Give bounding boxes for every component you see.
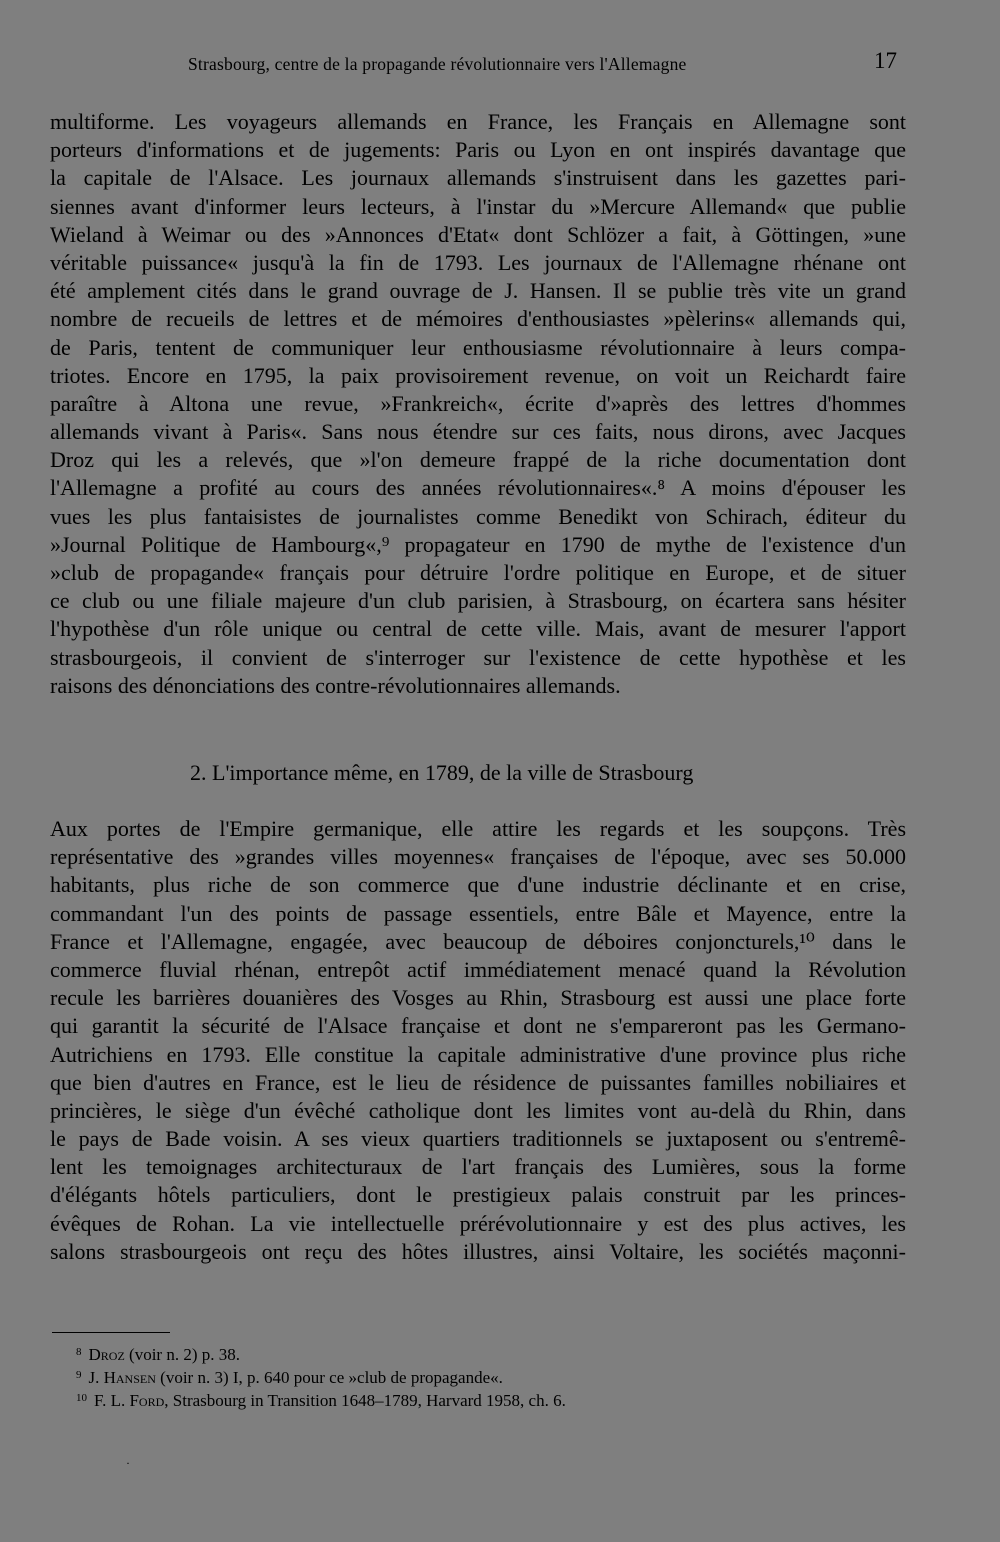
footnote-number: 9 [76,1369,82,1381]
text-line: de Paris, tentent de communiquer leur enthousiasme révolutionnaire à leurs compa- [50,334,906,360]
footnote-author: J. Hansen [88,1368,156,1387]
text-line: allemands vivant à Paris«. Sans nous étendre sur ces faits, nous dirons, avec Jacques [50,419,906,445]
paragraph-2 [50,815,906,1266]
footnote-author: F. L. Ford [94,1391,165,1410]
footnote-text: Strasbourg in Transition 1648–1789, Harvard 1958, ch. 6. [172,1391,566,1410]
text-line: Aux portes de l'Empire germanique, elle attire les regards et les soupçons. Très [50,816,906,841]
footnote-number: 10 [76,1392,87,1404]
text-line: lent les temoignages architecturaux de l'art français des Lumières, sous la forme [50,1154,906,1180]
text-line: princières, le siège d'un évêché catholique dont les limites vont au-delà du Rhin, dans [50,1097,906,1123]
footnote-text: (voir n. 2) p. 38. [129,1345,240,1364]
text-line: l'Allemagne a profité au cours des années révolutionnaires«.⁸ A moins d'épouser les [50,475,906,501]
text-line: vues les plus fantaisistes de journalistes comme Benedikt von Schirach, éditeur du [50,503,906,529]
text-line: ce club ou une filiale majeure d'un club parisien, à Strasbourg, on écartera sans hésiter [50,588,906,614]
footnote-8 [76,1341,796,1364]
text-line: strasbourgeois, il convient de s'interroger sur l'existence de cette hypothèse et les [50,644,906,670]
text-line: commandant l'un des points de passage essentiels, entre Bâle et Mayence, entre la [50,900,906,926]
paragraph-1 [50,108,906,700]
text-line: commerce fluvial rhénan, entrepôt actif immédiatement menacé quand la Révolution [50,956,906,982]
text-line: Droz qui les a relevés, que »l'on demeure frappé de la riche documentation dont [50,447,906,473]
stray-mark: · [126,1456,130,1470]
footnote-number: 8 [76,1346,82,1358]
text-line: nombre de recueils de lettres et de mémoires d'enthousiastes »pèlerins« allemands qui, [50,306,906,332]
text-line: représentative des »grandes villes moyennes« françaises de l'époque, avec ses 50.000 [50,844,906,870]
running-title: Strasbourg, centre de la propagande révolutionnaire vers l'Allemagne [188,54,687,74]
text-line: habitants, plus riche de son commerce que d'une industrie déclinante et en crise, [50,872,906,898]
text-line: France et l'Allemagne, engagée, avec beaucoup de déboires conjoncturels,¹⁰ dans le [50,928,906,954]
text-line: le pays de Bade voisin. A ses vieux quartiers traditionnels se juxtaposent ou s'entremê- [50,1126,906,1152]
text-line: paraître à Altona une revue, »Frankreich«, écrite d'»après des lettres d'hommes [50,390,906,416]
text-line: l'hypothèse d'un rôle unique ou central de cette ville. Mais, avant de mesurer l'apport [50,616,906,642]
text-line: salons strasbourgeois ont reçu des hôtes illustres, ainsi Voltaire, les sociétés maçonni- [50,1238,906,1264]
text-line: »club de propagande« français pour détruire l'ordre politique en Europe, et de situer [50,560,906,585]
text-line: »Journal Politique de Hambourg«,⁹ propagateur en 1790 de mythe de l'existence d'un [50,531,906,557]
footnotes [76,1341,796,1410]
text-line: Wieland à Weimar ou des »Annonces d'Etat« dont Schlözer a fait, à Göttingen, »une [50,221,906,247]
footnote-9 [76,1364,796,1387]
page-number: 17 [874,48,897,73]
text-line: la capitale de l'Alsace. Les journaux allemands s'instruisent dans les gazettes pari- [50,165,906,191]
text-line: multiforme. Les voyageurs allemands en France, les Français en Allemagne sont [50,109,906,134]
text-line: siennes avant d'informer leurs lecteurs, à l'instar du »Mercure Allemand« que publie [50,193,906,219]
footnote-text: (voir n. 3) I, p. 640 pour ce »club de propagande«. [160,1368,503,1387]
footnote-author: Droz [88,1345,125,1364]
text-line: recule les barrières douanières des Vosges au Rhin, Strasbourg est aussi une place forte [50,985,906,1011]
section-heading: 2. L'importance même, en 1789, de la ville de Strasbourg [190,760,694,785]
text-line: véritable puissance« jusqu'à la fin de 1793. Les journaux de l'Allemagne rhénane ont [50,249,906,275]
text-line: que bien d'autres en France, est le lieu de résidence de puissantes familles nobiliaires et [50,1069,906,1095]
text-line: raisons des dénonciations des contre-révolutionnaires allemands. [50,672,621,698]
footnote-10: $^{10}$ F. L. Ford, Strasbourg in Transition 1648–1789, Harvard 1958, ch. 6. [76,1391,566,1410]
text-line: été amplement cités dans le grand ouvrage de J. Hansen. Il se publie très vite un grand [50,278,906,304]
text-line: triotes. Encore en 1795, la paix provisoirement revenue, on voit un Reichardt faire [50,362,906,388]
text-line: qui garantit la sécurité de l'Alsace française et dont ne s'empareront pas les Germano- [50,1013,906,1039]
text-line: évêques de Rohan. La vie intellectuelle prérévolutionnaire y est des plus actives, les [50,1210,906,1236]
text-line: Autrichiens en 1793. Elle constitue la capitale administrative d'une province plus riche [50,1041,906,1067]
text-line: porteurs d'informations et de jugements: Paris ou Lyon en ont inspirés davantage que [50,137,906,163]
footnote-separator [52,1332,170,1333]
text-line: d'élégants hôtels particuliers, dont le prestigieux palais construit par les princes- [50,1182,906,1208]
